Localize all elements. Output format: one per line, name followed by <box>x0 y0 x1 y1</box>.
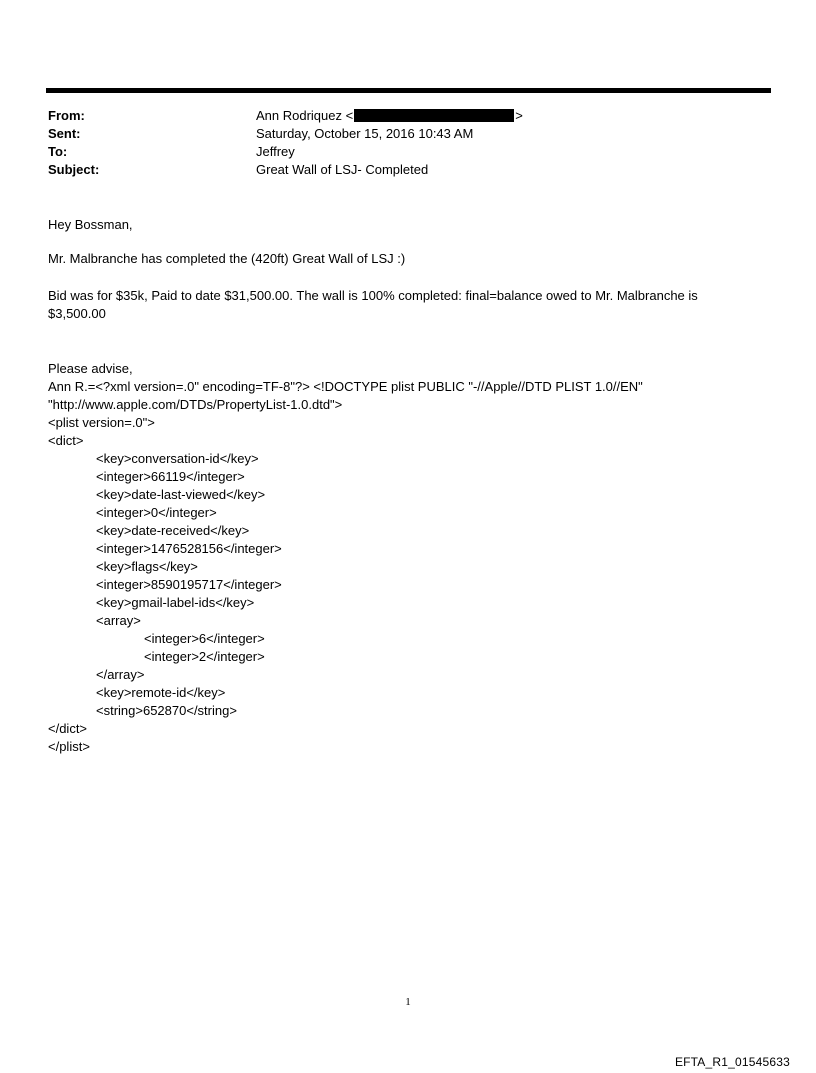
body-paragraph-2: Bid was for $35k, Paid to date $31,500.00. The wall is 100% completed: final=balance owed to Mr. Malbranche is $3,500.00 <box>48 288 698 321</box>
body-line: <key>conversation-id</key> <box>96 451 259 466</box>
from-value <box>256 107 523 125</box>
body-paragraph-1: Mr. Malbranche has completed the (420ft) Great Wall of LSJ :) <box>48 251 406 266</box>
body-line: Please advise, <box>48 361 133 376</box>
sent-value: Saturday, October 15, 2016 10:43 AM <box>256 126 474 141</box>
subject-label: Subject: <box>48 162 100 177</box>
body-line: <key>flags</key> <box>96 559 198 574</box>
body-line: </plist> <box>48 739 90 754</box>
body-line: <string>652870</string> <box>96 703 237 718</box>
to-value: Jeffrey <box>256 144 295 159</box>
body-line: <integer>0</integer> <box>96 505 217 520</box>
page-number: 1 <box>405 996 411 1008</box>
body-line: "http://www.apple.com/DTDs/PropertyList-1.0.dtd"> <box>48 397 343 412</box>
from-label: From: <box>48 108 85 123</box>
body-line: <key>date-received</key> <box>96 523 250 538</box>
body-line: <plist version=.0"> <box>48 415 155 430</box>
body-line: </dict> <box>48 721 88 736</box>
body-line: <key>gmail-label-ids</key> <box>96 595 255 610</box>
body-line: <key>remote-id</key> <box>96 685 226 700</box>
redaction-bar <box>354 109 514 122</box>
body-line: Ann R.=<?xml version=.0" encoding=TF-8"?> <!DOCTYPE plist PUBLIC "-//Apple//DTD PLIST 1.0//EN" <box>48 379 643 394</box>
body-line: <key>date-last-viewed</key> <box>96 487 266 502</box>
document-id: EFTA_R1_01545633 <box>674 1055 790 1069</box>
message-body-lines <box>48 360 768 756</box>
greeting: Hey Bossman, <box>48 217 133 232</box>
body-line: <dict> <box>48 433 84 448</box>
from-bracket: > <box>515 108 523 123</box>
body-line: <integer>1476528156</integer> <box>96 541 282 556</box>
from-name: Ann Rodriquez < <box>256 108 354 123</box>
header-divider <box>46 88 771 93</box>
to-label: To: <box>48 144 68 159</box>
body-line: </array> <box>96 667 145 682</box>
body-line: <integer>6</integer> <box>144 631 265 646</box>
body-line: <integer>2</integer> <box>144 649 265 664</box>
body-line: <integer>66119</integer> <box>96 469 245 484</box>
sent-label: Sent: <box>48 126 81 141</box>
body-line: <array> <box>96 613 141 628</box>
subject-value: Great Wall of LSJ- Completed <box>256 162 429 177</box>
body-line: <integer>8590195717</integer> <box>96 577 282 592</box>
